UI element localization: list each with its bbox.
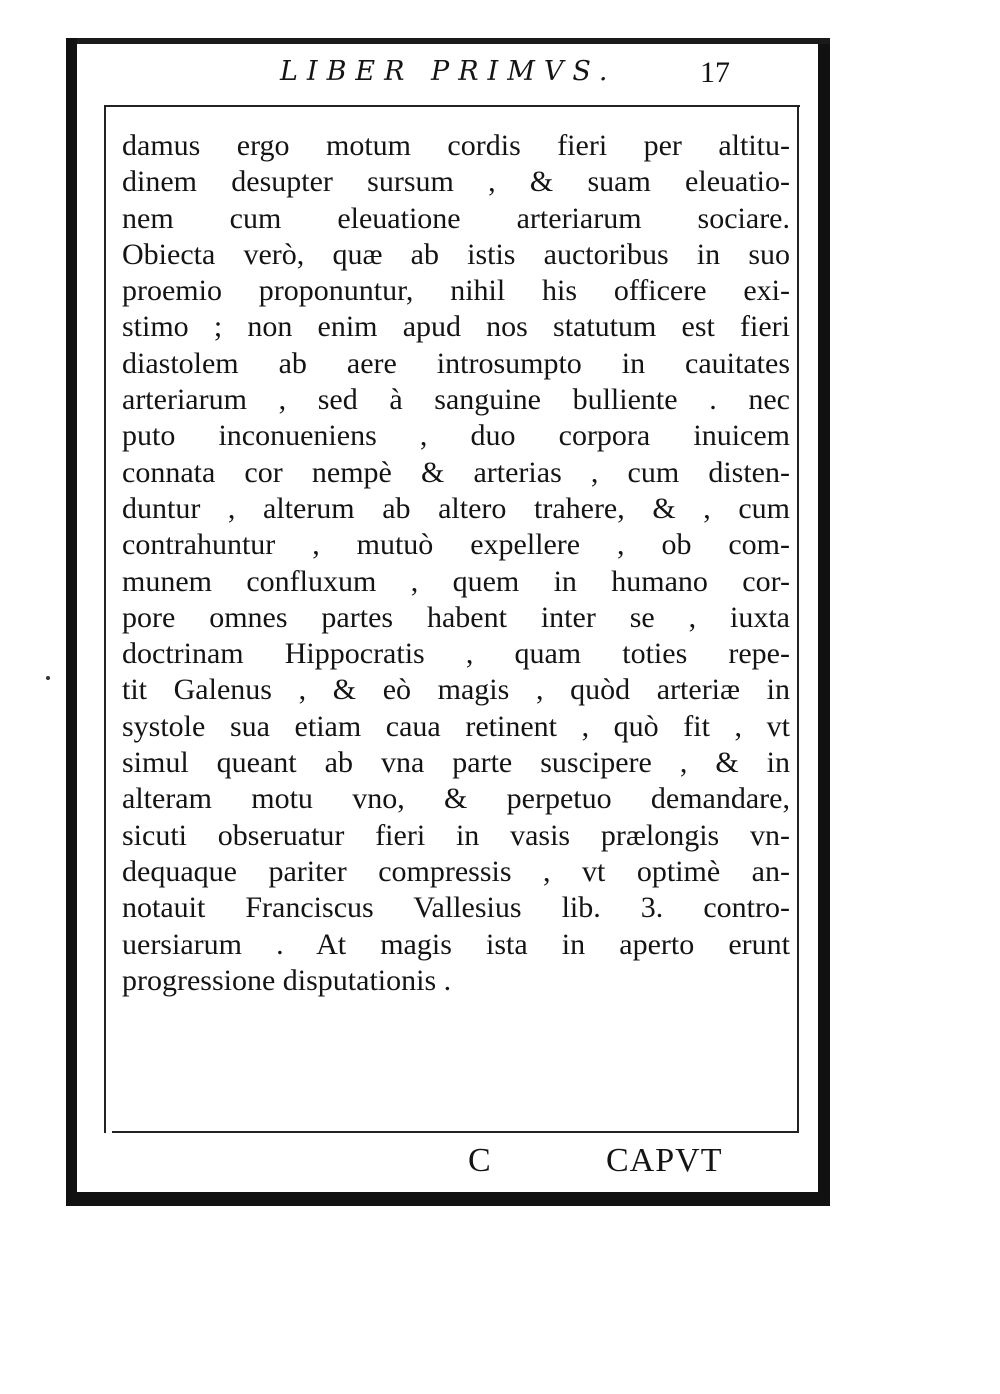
text-line: alteram motu vno, & perpetuo demandare, (122, 782, 790, 816)
text-line: progressione disputationis . (122, 963, 452, 997)
text-line: doctrinam Hippocratis , quam toties repe- (122, 637, 790, 671)
text-line: uersiarum . At magis ista in aperto erunt (122, 927, 790, 961)
text-line: simul queant ab vna parte suscipere , & in (122, 746, 790, 780)
text-line: dequaque pariter compressis , vt optimè an- (122, 854, 790, 888)
inner-frame-left-rule (104, 105, 106, 1133)
text-line: diastolem ab aere introsumpto in cauitates (122, 346, 790, 380)
text-line: damus ergo motum cordis fieri per altitu- (122, 129, 790, 162)
inner-frame-top-rule (104, 105, 800, 107)
text-line: arteriarum , sed à sanguine bulliente . nec (122, 383, 790, 417)
running-title: LIBER PRIMVS. (280, 56, 617, 87)
text-line: Obiecta verò, quæ ab istis auctoribus in suo (122, 237, 790, 271)
text-line: pore omnes partes habent inter se , iuxta (122, 600, 790, 634)
text-line: notauit Franciscus Vallesius lib. 3. contro- (122, 891, 790, 925)
text-line: proemio proponuntur, nihil his officere exi- (122, 274, 790, 308)
text-line: nem cum eleuatione arteriarum sociare. (122, 201, 790, 235)
outer-frame-bottom-rule (66, 1192, 830, 1206)
inner-frame-right-rule (797, 105, 799, 1133)
text-line: puto inconueniens , duo corpora inuicem (122, 419, 790, 453)
margin-speck (46, 676, 50, 680)
text-line: dinem desupter sursum , & suam eleuatio- (122, 165, 790, 199)
text-line: systole sua etiam caua retinent , quò fit , vt (122, 709, 790, 743)
text-line: connata cor nempè & arterias , cum disten- (122, 455, 790, 489)
outer-frame-right-rule (818, 44, 830, 1200)
inner-frame-bottom-rule (112, 1131, 798, 1133)
text-line: duntur , alterum ab altero trahere, & , cum (122, 491, 790, 525)
outer-frame-top-rule (66, 38, 830, 44)
page-number: 17 (700, 56, 730, 89)
text-line: tit Galenus , & eò magis , quòd arteriæ in (122, 673, 790, 707)
catchword: CAPVT (606, 1142, 723, 1179)
body-text-block (122, 128, 790, 999)
outer-frame-left-rule (66, 38, 77, 1205)
signature-mark: C (468, 1142, 491, 1179)
text-line: contrahuntur , mutuò expellere , ob com- (122, 528, 790, 562)
text-line: munem confluxum , quem in humano cor- (122, 564, 790, 598)
text-line: sicuti obseruatur fieri in vasis prælongis vn- (122, 818, 790, 852)
text-line: stimo ; non enim apud nos statutum est fieri (122, 310, 790, 344)
